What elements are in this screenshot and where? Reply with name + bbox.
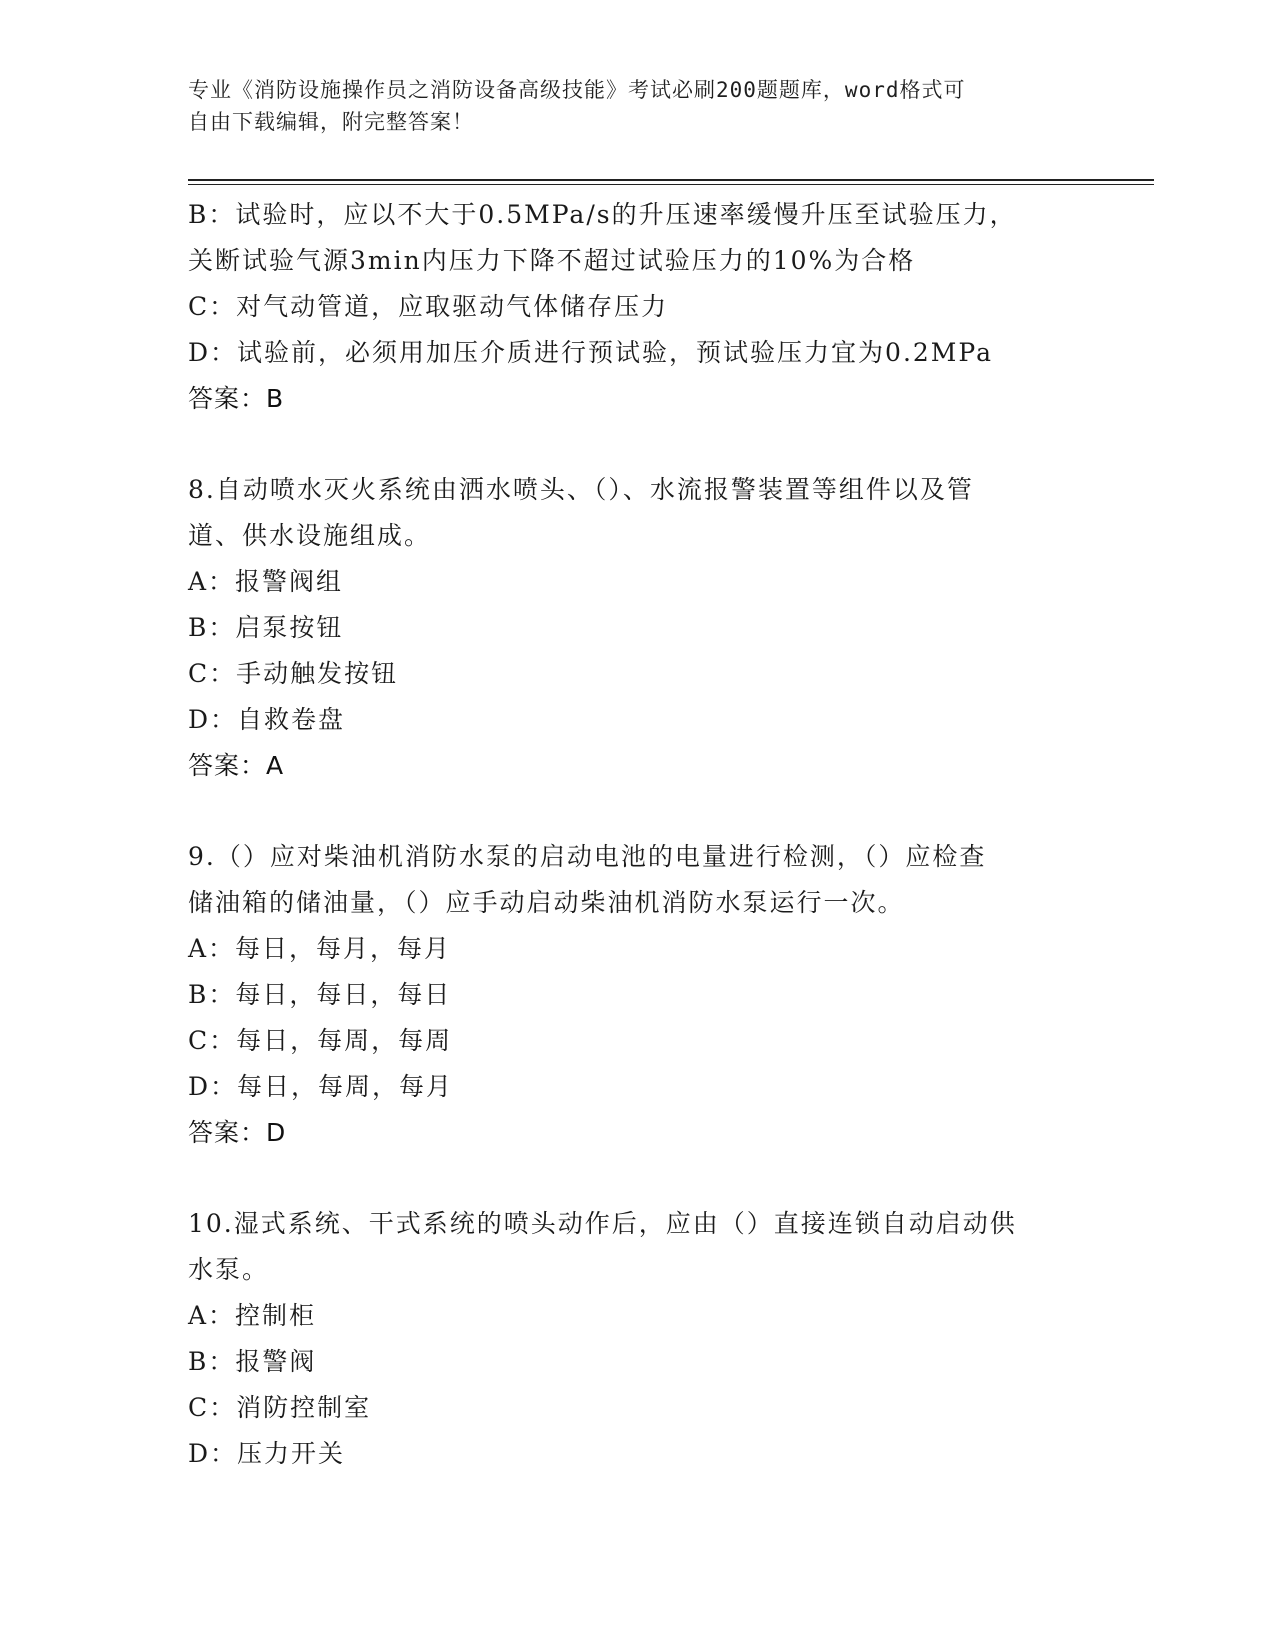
option-b-line-2: 关断试验气源3min内压力下降不超过试验压力的10%为合格	[188, 246, 916, 275]
option-c: C：消防控制室	[188, 1393, 372, 1422]
option-c: C：对气动管道，应取驱动气体储存压力	[188, 292, 669, 321]
question-7-continued	[188, 192, 1088, 422]
answer-label: 答案：B	[188, 384, 285, 413]
option-b: B：每日，每日，每日	[188, 980, 452, 1009]
question-stem-line-1: 8.自动喷水灭火系统由洒水喷头、（）、水流报警装置等组件以及管	[188, 475, 974, 504]
option-b-line-1: B：试验时，应以不大于0.5MPa/s的升压速率缓慢升压至试验压力，	[188, 200, 1017, 229]
option-a: A：报警阀组	[188, 567, 344, 596]
option-b: B：启泵按钮	[188, 613, 344, 642]
option-d: D：每日，每周，每月	[188, 1072, 454, 1101]
question-stem-line-2: 水泵。	[188, 1255, 270, 1284]
question-list	[188, 192, 1088, 1477]
header-divider-thick	[188, 179, 1154, 181]
question-stem-line-2: 储油箱的储油量，（）应手动启动柴油机消防水泵运行一次。	[188, 888, 905, 917]
document-header	[188, 74, 1068, 138]
question-stem-line-2: 道、供水设施组成。	[188, 521, 432, 550]
answer-label: 答案：A	[188, 751, 285, 780]
option-d: D：压力开关	[188, 1439, 346, 1468]
option-c: C：每日，每周，每周	[188, 1026, 453, 1055]
header-divider-thin	[188, 184, 1154, 185]
question-9	[188, 834, 1088, 1156]
answer-label: 答案：D	[188, 1118, 287, 1147]
option-a: A：每日，每月，每月	[188, 934, 452, 963]
option-d: D：自救卷盘	[188, 705, 346, 734]
header-line-2: 自由下载编辑，附完整答案！	[188, 110, 474, 134]
question-8	[188, 467, 1088, 789]
option-c: C：手动触发按钮	[188, 659, 399, 688]
option-d: D：试验前，必须用加压介质进行预试验，预试验压力宜为0.2MPa	[188, 338, 994, 367]
header-line-1: 专业《消防设施操作员之消防设备高级技能》考试必刷200题题库，word格式可	[188, 78, 966, 102]
option-a: A：控制柜	[188, 1301, 317, 1330]
question-10	[188, 1201, 1088, 1477]
question-stem-line-1: 10.湿式系统、干式系统的喷头动作后，应由（）直接连锁自动启动供	[188, 1209, 1017, 1238]
option-b: B：报警阀	[188, 1347, 317, 1376]
question-stem-line-1: 9.（）应对柴油机消防水泵的启动电池的电量进行检测，（）应检查	[188, 842, 987, 871]
